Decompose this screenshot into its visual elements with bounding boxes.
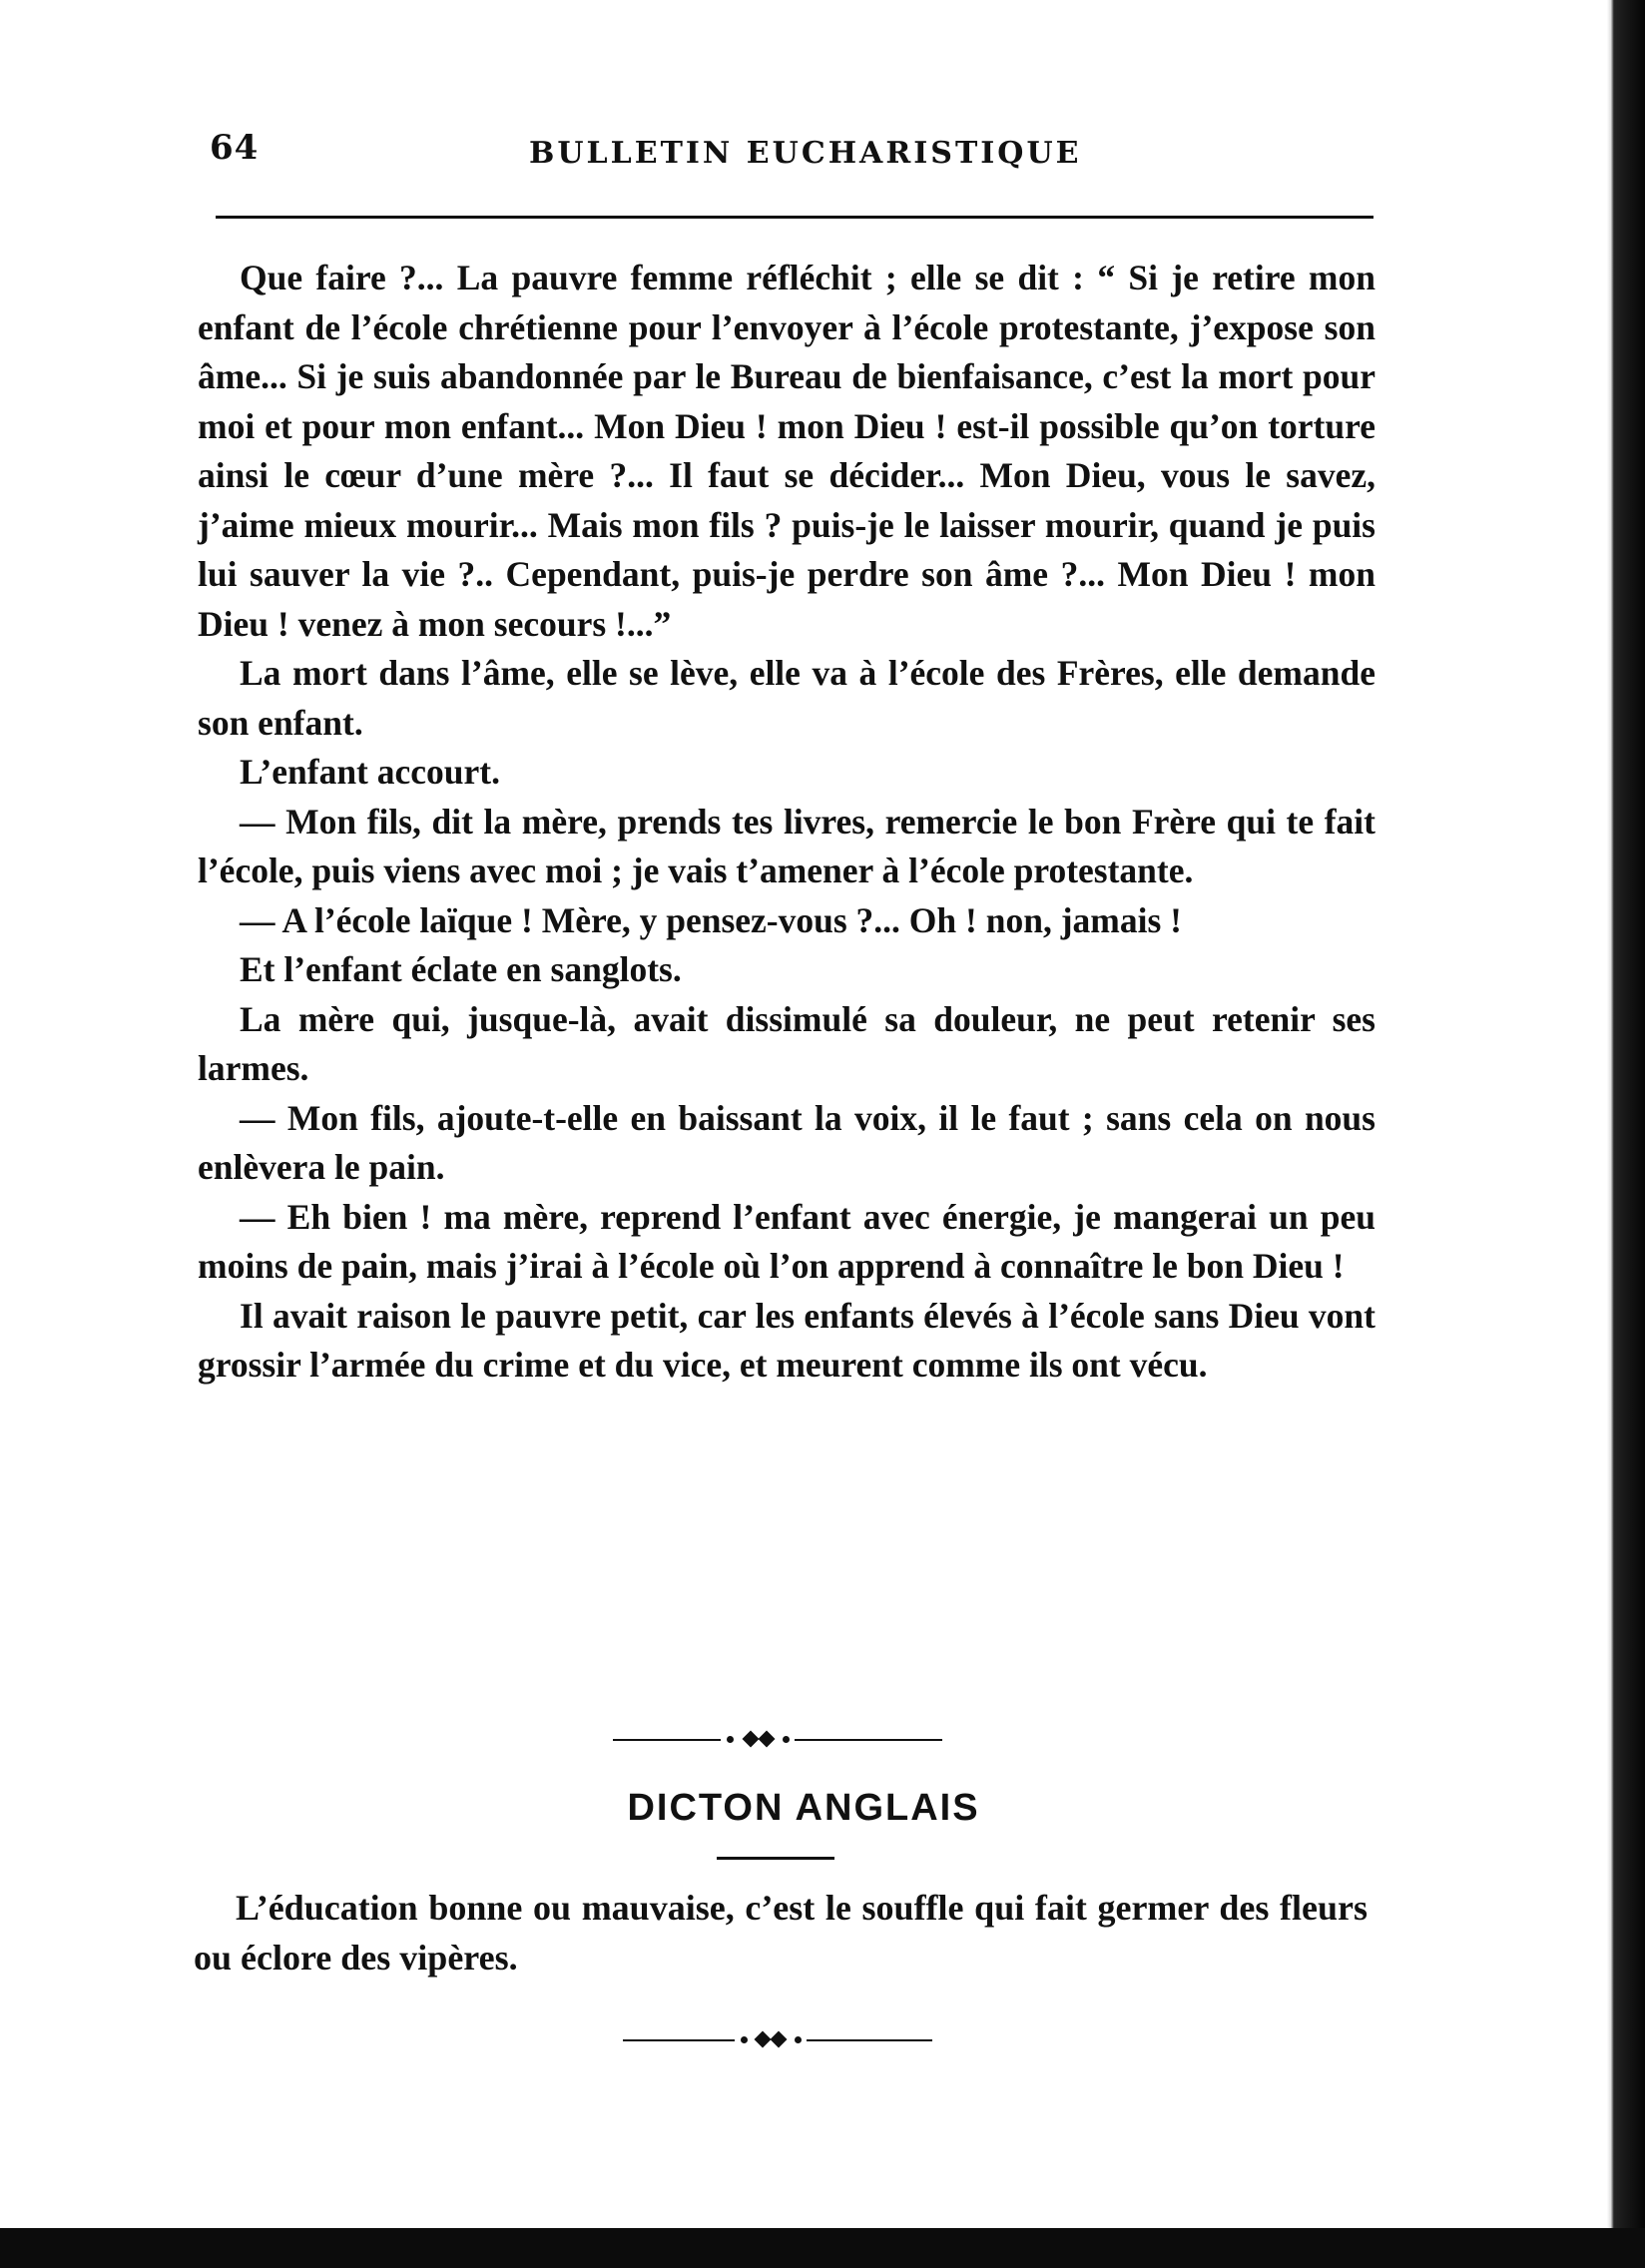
section-title: DICTON ANGLAIS [627, 1787, 980, 1829]
paragraph: — Mon fils, dit la mère, prends tes livres, remercie le bon Frère qui te fait l’école, puis viens avec moi ; je vais t’amener à l’école protestante. [198, 801, 1375, 890]
paragraph: Que faire ?... La pauvre femme réfléchit ; elle se dit : “ Si je retire mon enfant de l’école chrétienne pour l’envoyer à l’école protestante, j’expose son âme... Si je suis abandonnée par le Bureau de bienfaisance, c’est la mort pour moi et pour mon enfant... Mon Dieu ! mon Dieu ! est-il possible qu’on torture ainsi le cœur d’une mère ?... Il faut se décider... Mon Dieu, vous le savez, j’aime mieux mourir... Mais mon fils ? puis-je le laisser mourir, quand je puis lui sauver la vie ?.. Cependant, puis-je perdre son âme ?... Mon Dieu ! mon Dieu ! venez à mon secours !...” [198, 258, 1375, 644]
ornament-divider-bottom [623, 2030, 952, 2050]
paragraph: La mort dans l’âme, elle se lève, elle va à l’école des Frères, elle demande son enfant. [198, 653, 1375, 743]
paragraph: La mère qui, jusque-là, avait dissimulé sa douleur, ne peut retenir ses larmes. [198, 998, 1375, 1088]
ornament-divider-top [613, 1730, 942, 1750]
paragraph: — Mon fils, ajoute-t-elle en baissant la voix, il le faut ; sans cela on nous enlèvera le pain. [198, 1097, 1375, 1187]
running-title: BULLETIN EUCHARISTIQUE [529, 136, 1082, 171]
scan-edge-bottom [0, 2228, 1645, 2268]
paragraph: L’éducation bonne ou mauvaise, c’est le souffle qui fait germer des fleurs ou éclore des vipères. [194, 1888, 1368, 1978]
paragraph: — A l’école laïque ! Mère, y pensez-vous ?... Oh ! non, jamais ! [240, 899, 1182, 940]
title-rule [717, 1857, 834, 1860]
article-body [198, 254, 1375, 1391]
header-rule [216, 216, 1373, 219]
page-number: 64 [210, 128, 260, 168]
maxim-text [194, 1883, 1368, 1983]
paragraph: Et l’enfant éclate en sanglots. [240, 949, 682, 989]
paragraph: L’enfant accourt. [240, 752, 500, 792]
scan-edge-right [1607, 0, 1645, 2268]
paragraph: — Eh bien ! ma mère, reprend l’enfant avec énergie, je mangerai un peu moins de pain, mais j’irai à l’école où l’on apprend à connaître le bon Dieu ! [198, 1196, 1375, 1286]
paragraph: Il avait raison le pauvre petit, car les enfants élevés à l’école sans Dieu vont grossir l’armée du crime et du vice, et meurent comme ils ont vécu. [198, 1295, 1375, 1385]
